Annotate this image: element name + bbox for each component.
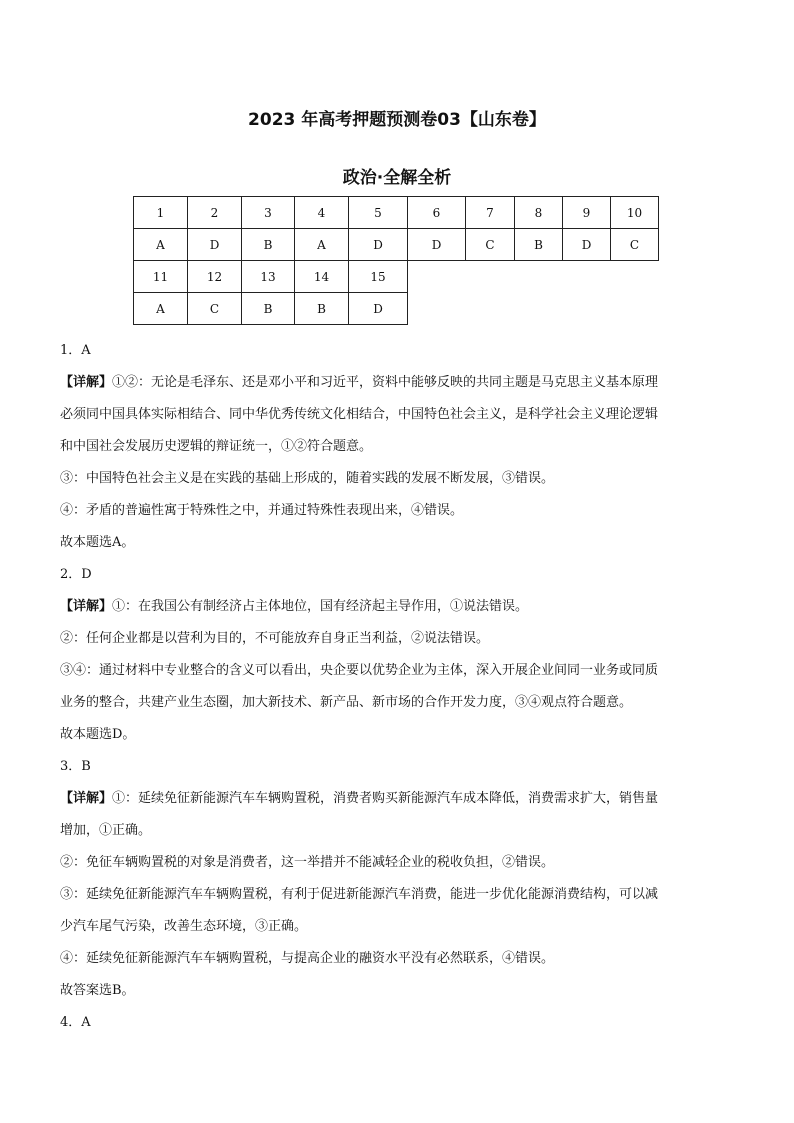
detail-line	[60, 495, 740, 527]
answer-cell: B	[242, 229, 295, 261]
answer-table-answer-row	[134, 293, 408, 325]
answer-number-cell: 4	[295, 197, 349, 229]
answer-cell: B	[242, 293, 295, 325]
detail-line	[60, 591, 740, 623]
detail-line	[60, 623, 740, 655]
line-text: 少汽车尾气污染，改善生态环境，③正确。	[60, 919, 308, 934]
answer-number-cell: 1	[134, 197, 188, 229]
answer-cell: D	[349, 229, 408, 261]
answer-number-cell: 14	[295, 261, 349, 293]
page-title: 2023 年高考押题预测卷03【山东卷】	[248, 110, 546, 130]
answer-cell: A	[134, 229, 188, 261]
detail-line	[60, 367, 740, 399]
line-text: ②：任何企业都是以营利为目的，不可能放弃自身正当利益，②说法错误。	[60, 631, 490, 646]
line-text: 3．B	[60, 759, 91, 774]
answer-cell: D	[349, 293, 408, 325]
detail-line	[60, 463, 740, 495]
conclusion-line	[60, 719, 740, 751]
detail-line	[60, 655, 740, 687]
line-text: ③：延续免征新能源汽车车辆购置税，有利于促进新能源汽车消费，能进一步优化能源消费结构，可以减	[60, 887, 659, 902]
line-text: 必须同中国具体实际相结合、同中华优秀传统文化相结合，中国特色社会主义，是科学社会主义理论逻辑	[60, 407, 659, 422]
answer-cell: D	[188, 229, 242, 261]
answer-cell: B	[295, 293, 349, 325]
answer-number-cell: 7	[466, 197, 515, 229]
line-text: ②：免征车辆购置税的对象是消费者，这一举措并不能减轻企业的税收负担，②错误。	[60, 855, 555, 870]
detail-tag: 【详解】	[60, 599, 113, 614]
answer-table-answer-row	[134, 229, 659, 261]
line-text: 1．A	[60, 343, 91, 358]
line-text: ①：延续免征新能源汽车车辆购置税，消费者购买新能源汽车成本降低，消费需求扩大，销售量	[112, 791, 659, 806]
answer-table-number-row	[134, 197, 659, 229]
detail-tag: 【详解】	[60, 375, 113, 390]
question-heading	[60, 559, 740, 591]
line-text: 业务的整合，共建产业生态圈，加大新技术、新产品、新市场的合作开发力度，③④观点符合题意。	[60, 695, 633, 710]
line-text: ③：中国特色社会主义是在实践的基础上形成的，随着实践的发展不断发展，③错误。	[60, 471, 555, 486]
detail-line	[60, 687, 740, 719]
answer-number-cell: 2	[188, 197, 242, 229]
detail-line	[60, 943, 740, 975]
detail-line	[60, 911, 740, 943]
answer-table-1	[133, 196, 659, 261]
answer-number-cell: 13	[242, 261, 295, 293]
detail-line	[60, 399, 740, 431]
conclusion-line	[60, 975, 740, 1007]
line-text: 增加，①正确。	[60, 823, 152, 838]
line-text: ④：延续免征新能源汽车车辆购置税，与提高企业的融资水平没有必然联系，④错误。	[60, 951, 555, 966]
answer-number-cell: 11	[134, 261, 188, 293]
answer-number-cell: 15	[349, 261, 408, 293]
line-text: ①②：无论是毛泽东、还是邓小平和习近平，资料中能够反映的共同主题是马克思主义基本原理	[112, 375, 659, 390]
line-text: ④：矛盾的普遍性寓于特殊性之中，并通过特殊性表现出来，④错误。	[60, 503, 464, 518]
question-heading	[60, 335, 740, 367]
line-text: 4．A	[60, 1015, 91, 1030]
answer-table-number-row	[134, 261, 408, 293]
line-text: 故本题选A。	[60, 535, 135, 550]
answer-cell: D	[563, 229, 611, 261]
question-heading	[60, 751, 740, 783]
line-text: ③④：通过材料中专业整合的含义可以看出，央企要以优势企业为主体，深入开展企业间同一业务或同质	[60, 663, 659, 678]
answer-cell: C	[188, 293, 242, 325]
answer-number-cell: 3	[242, 197, 295, 229]
explanation-body	[60, 335, 740, 1039]
answer-cell: B	[515, 229, 563, 261]
detail-line	[60, 783, 740, 815]
answer-table-2	[133, 260, 408, 325]
answer-number-cell: 5	[349, 197, 408, 229]
answer-number-cell: 9	[563, 197, 611, 229]
detail-tag: 【详解】	[60, 791, 113, 806]
page-subtitle: 政治·全解全析	[342, 168, 452, 188]
line-text: ①：在我国公有制经济占主体地位，国有经济起主导作用，①说法错误。	[112, 599, 529, 614]
answer-number-cell: 10	[611, 197, 659, 229]
answer-cell: C	[611, 229, 659, 261]
detail-line	[60, 815, 740, 847]
line-text: 2．D	[60, 567, 92, 582]
answer-number-cell: 12	[188, 261, 242, 293]
detail-line	[60, 431, 740, 463]
answer-cell: D	[408, 229, 466, 261]
answer-number-cell: 8	[515, 197, 563, 229]
detail-line	[60, 847, 740, 879]
answer-cell: A	[295, 229, 349, 261]
line-text: 故答案选B。	[60, 983, 135, 998]
conclusion-line	[60, 527, 740, 559]
detail-line	[60, 879, 740, 911]
line-text: 和中国社会发展历史逻辑的辩证统一，①②符合题意。	[60, 439, 373, 454]
line-text: 故本题选D。	[60, 727, 136, 742]
answer-cell: A	[134, 293, 188, 325]
answer-cell: C	[466, 229, 515, 261]
question-heading	[60, 1007, 740, 1039]
answer-number-cell: 6	[408, 197, 466, 229]
